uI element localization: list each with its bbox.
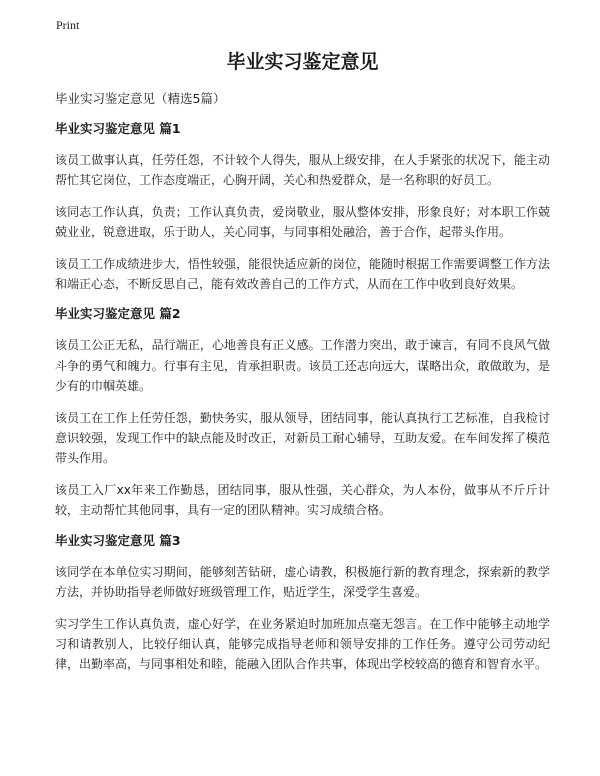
section-heading: 毕业实习鉴定意见 篇2 (55, 306, 181, 322)
paragraph: 该员工工作成绩进步大，悟性较强，能很快适应新的岗位，能随时根据工作需要调整工作方法和端正心态，不断反思自己，能有效改善自己的工作方式，从而在工作中收到良好效果。 (55, 256, 550, 292)
paragraph: 该员工公正无私，品行端正，心地善良有正义感。工作潜力突出，敢于谏言，有同不良风气做斗争的勇气和魄力。行事有主见，肯承担职责。该员工还志向远大，谋略出众，敢做敢为，是少有的巾帼英雄。 (55, 338, 550, 394)
paragraph: 该员工在工作上任劳任怨，勤快务实，服从领导，团结同事，能认真执行工艺标准，自我检讨意识较强，发现工作中的缺点能及时改正，对新员工耐心辅导，互助友爱。在车间发挥了模范带头作用。 (55, 410, 550, 466)
page-title: 毕业实习鉴定意见 (226, 51, 379, 73)
section-heading: 毕业实习鉴定意见 篇3 (55, 532, 181, 548)
section-heading: 毕业实习鉴定意见 篇1 (55, 121, 181, 136)
paragraph: 该同志工作认真，负责；工作认真负责，爱岗敬业，服从整体安排，形象良好；对本职工作兢兢业业，锐意进取，乐于助人，关心同事，与同事相处融洽，善于合作，起带头作用。 (55, 204, 550, 240)
print-label[interactable]: Print (56, 18, 80, 32)
paragraph: 该员工入厂xx年来工作勤恳，团结同事，服从性强，关心群众，为人本份，做事从不斤斤计较，主动帮忙其他同事，具有一定的团队精神。实习成绩合格。 (55, 482, 550, 518)
document-body (55, 48, 550, 686)
document-subtitle: 毕业实习鉴定意见（精选5篇） (55, 91, 226, 106)
paragraph: 该同学在本单位实习期间，能够刻苦钻研，虚心请教，积极施行新的教育理念，探索新的教学方法，并协助指导老师做好班级管理工作，贴近学生，深受学生喜爱。 (55, 564, 550, 600)
paragraph: 该员工做事认真，任劳任怨，不计较个人得失，服从上级安排，在人手紧张的状况下，能主动帮忙其它岗位，工作态度端正，心胸开阔，关心和热爱群众，是一名称职的好员工。 (55, 153, 550, 188)
paragraph: 实习学生工作认真负责，虚心好学，在业务紧迫时加班加点毫无怨言。在工作中能够主动地学习和请教别人，比较仔细认真，能够完成指导老师和领导安排的工作任务。遵守公司劳动纪律，出勤率高，与同事相处和睦，能融入团队合作共事，体现出学校较高的德育和智育水平。 (55, 616, 550, 672)
